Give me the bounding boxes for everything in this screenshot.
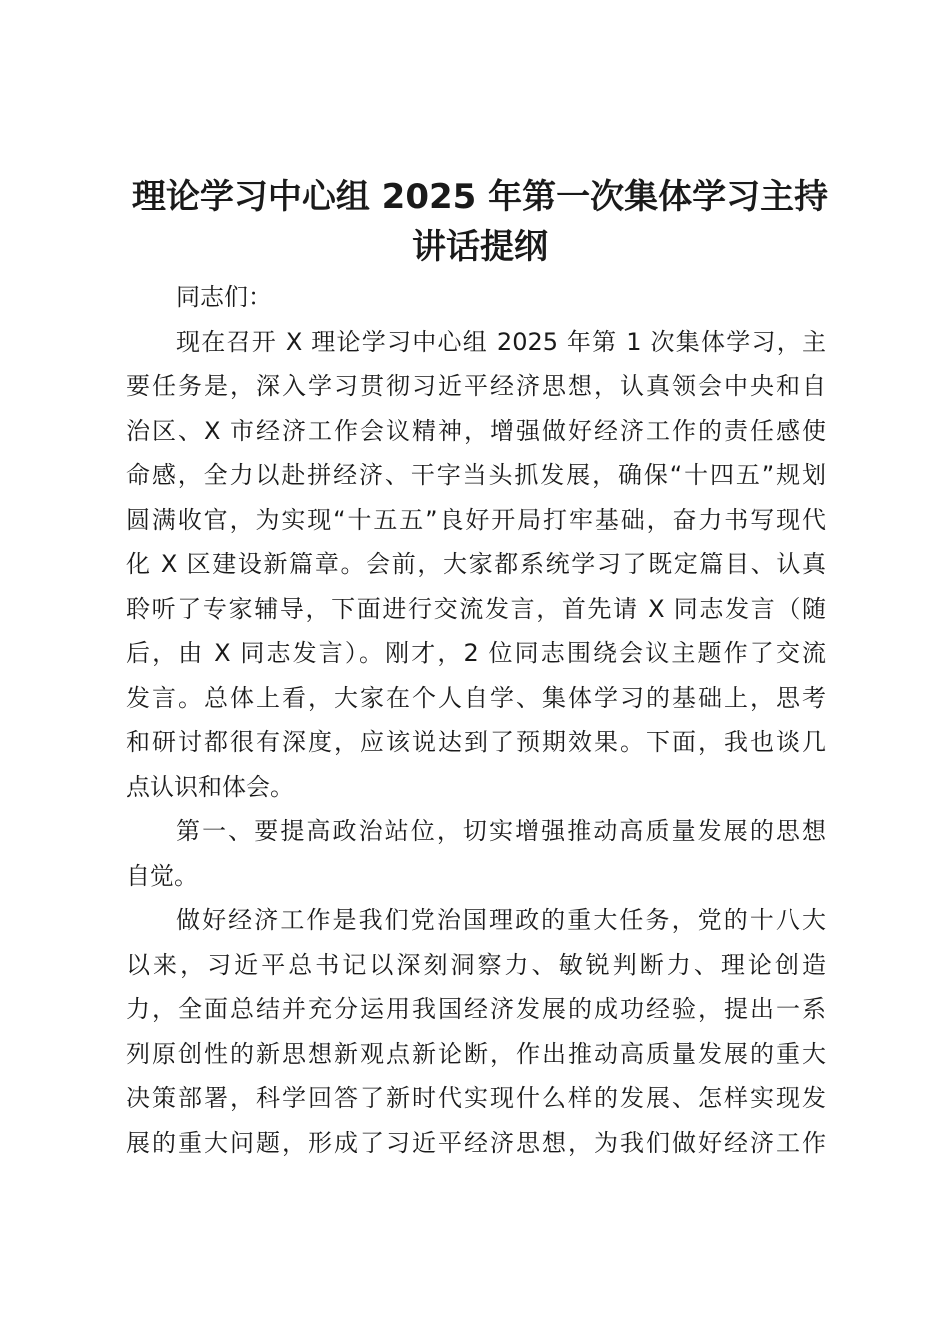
- paragraph-line: 现在召开 X 理论学习中心组 2025 年第 1 次集体学习，主: [176, 328, 826, 356]
- section-heading-line: 第一、要提高政治站位，切实增强推动高质量发展的思想: [176, 817, 826, 845]
- section-heading-line: 自觉。: [126, 862, 198, 890]
- paragraph-line: 决策部署，科学回答了新时代实现什么样的发展、怎样实现发: [126, 1084, 826, 1112]
- paragraph-line: 做好经济工作是我们党治国理政的重大任务，党的十八大: [176, 906, 826, 934]
- document-title-line-1: 理论学习中心组 2025 年第一次集体学习主持: [131, 177, 829, 217]
- paragraph-line: 力，全面总结并充分运用我国经济发展的成功经验，提出一系: [126, 995, 826, 1023]
- paragraph-line: 聆听了专家辅导，下面进行交流发言，首先请 X 同志发言（随: [126, 595, 826, 623]
- document-title-line-2: 讲话提纲: [412, 227, 548, 267]
- paragraph-line: 治区、X 市经济工作会议精神，增强做好经济工作的责任感使: [126, 417, 826, 445]
- salutation: 同志们：: [176, 283, 272, 311]
- paragraph-line: 要任务是，深入学习贯彻习近平经济思想，认真领会中央和自: [126, 372, 826, 400]
- paragraph-line: 点认识和体会。: [126, 773, 294, 801]
- paragraph-line: 命感，全力以赴拼经济、干字当头抓发展，确保“十四五”规划: [126, 461, 826, 489]
- paragraph-line: 后，由 X 同志发言）。刚才，2 位同志围绕会议主题作了交流: [126, 639, 826, 667]
- paragraph-line: 发言。总体上看，大家在个人自学、集体学习的基础上，思考: [126, 684, 826, 712]
- paragraph-line: 以来，习近平总书记以深刻洞察力、敏锐判断力、理论创造: [126, 951, 826, 979]
- paragraph-line: 圆满收官，为实现“十五五”良好开局打牢基础，奋力书写现代: [126, 506, 826, 534]
- paragraph-line: 化 X 区建设新篇章。会前，大家都系统学习了既定篇目、认真: [126, 550, 826, 578]
- paragraph-line: 列原创性的新思想新观点新论断，作出推动高质量发展的重大: [126, 1040, 826, 1068]
- paragraph-line: 展的重大问题，形成了习近平经济思想，为我们做好经济工作: [126, 1129, 826, 1157]
- paragraph-line: 和研讨都很有深度，应该说达到了预期效果。下面，我也谈几: [126, 728, 826, 756]
